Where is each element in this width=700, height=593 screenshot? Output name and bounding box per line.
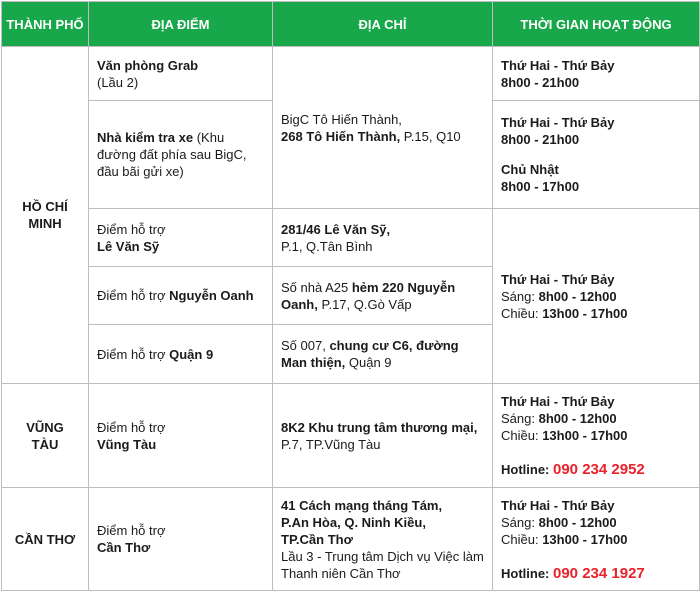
address-bigc <box>273 47 493 209</box>
hours-morning: 8h00 - 12h00 <box>538 288 617 304</box>
address-street: chung cư C6, đường Man thiện, <box>281 338 459 370</box>
hotline-label: Hotline: <box>501 565 553 581</box>
header-location: ĐỊA ĐIỂM <box>89 2 273 47</box>
address-quan-9 <box>273 325 493 384</box>
city-label: VŨNG TÀU <box>26 419 64 452</box>
location-grab-office <box>89 47 273 101</box>
hours-inspection <box>493 101 700 209</box>
hours-time: 8h00 - 21h00 <box>501 132 580 147</box>
hours-sunday: Chủ Nhật <box>501 162 559 177</box>
address-pre: Số nhà A25 <box>281 279 352 295</box>
hours-afternoon-label: Chiều: <box>501 305 543 321</box>
header-hours: THỜI GIAN HOẠT ĐỘNG <box>493 2 700 47</box>
location-name: Lê Văn Sỹ <box>97 238 160 254</box>
location-inspection <box>89 101 273 209</box>
address-street: 281/46 Lê Văn Sỹ, <box>281 221 391 237</box>
hours-morning-label: Sáng: <box>501 514 539 530</box>
locations-table <box>1 1 700 591</box>
hours-days: Thứ Hai - Thứ Bảy <box>501 57 615 73</box>
location-le-van-sy <box>89 209 273 267</box>
location-prefix: Điểm hỗ trợ <box>97 221 166 237</box>
address-rest: P.17, Q.Gò Vấp <box>317 296 412 312</box>
hours-grab-office <box>493 47 700 101</box>
address-rest: P.7, TP.Vũng Tàu <box>281 436 381 452</box>
address-le-van-sy <box>273 209 493 267</box>
address-rest: P.1, Q.Tân Bình <box>281 238 373 254</box>
header-address: ĐỊA CHỈ <box>273 2 493 47</box>
location-note: (Khu đường đất phía sau BigC, đầu bãi gửi xe) <box>97 130 247 179</box>
address-pre: Số 007, <box>281 338 330 353</box>
hours-vung-tau <box>493 384 700 488</box>
address-street: 268 Tô Hiến Thành, <box>281 128 401 144</box>
table-row <box>2 488 700 591</box>
hours-days: Thứ Hai - Thứ Bảy <box>501 115 615 130</box>
hotline-label: Hotline: <box>501 462 553 477</box>
hours-morning: 8h00 - 12h00 <box>538 514 617 530</box>
location-name: Cần Thơ <box>97 540 151 555</box>
address-rest: Quận 9 <box>345 355 392 370</box>
table-row <box>2 47 700 101</box>
hotline-number[interactable]: 090 234 1927 <box>553 564 645 582</box>
hours-morning-label: Sáng: <box>501 288 539 304</box>
hours-sunday-time: 8h00 - 17h00 <box>501 179 580 194</box>
table-row <box>2 209 700 267</box>
hours-afternoon: 13h00 - 17h00 <box>542 531 628 547</box>
city-label: HỒ CHÍ MINH <box>22 199 68 231</box>
hours-days: Thứ Hai - Thứ Bảy <box>501 497 615 513</box>
hours-afternoon: 13h00 - 17h00 <box>542 428 628 443</box>
location-prefix: Điểm hỗ trợ <box>97 288 170 303</box>
address-street: hẻm 220 Nguyễn Oanh, <box>281 279 456 312</box>
header-city: THÀNH PHỐ <box>2 2 89 47</box>
location-name: Nhà kiểm tra xe <box>97 130 194 145</box>
location-can-tho <box>89 488 273 591</box>
location-note: (Lầu 2) <box>97 74 139 90</box>
hours-can-tho <box>493 488 700 591</box>
address-street: 41 Cách mạng tháng Tám, P.An Hòa, Q. Ninh Kiều, TP.Cần Thơ <box>281 497 443 547</box>
header-row <box>2 2 700 47</box>
location-prefix: Điểm hỗ trợ <box>97 523 166 538</box>
city-vung-tau <box>2 384 89 488</box>
hours-afternoon-label: Chiều: <box>501 531 543 547</box>
location-name: Nguyễn Oanh <box>169 288 254 303</box>
location-prefix: Điểm hỗ trợ <box>97 419 166 435</box>
location-name: Vũng Tàu <box>97 436 157 452</box>
city-label: CẦN THƠ <box>14 531 76 547</box>
address-vung-tau <box>273 384 493 488</box>
location-vung-tau <box>89 384 273 488</box>
hours-time: 8h00 - 21h00 <box>501 74 580 90</box>
hotline-number[interactable]: 090 234 2952 <box>553 461 645 478</box>
location-name: Văn phòng Grab <box>97 57 199 73</box>
hours-afternoon: 13h00 - 17h00 <box>542 305 628 321</box>
hours-morning-label: Sáng: <box>501 411 539 426</box>
table-row <box>2 384 700 488</box>
location-nguyen-oanh <box>89 267 273 325</box>
address-nguyen-oanh <box>273 267 493 325</box>
address-can-tho <box>273 488 493 591</box>
location-quan-9 <box>89 325 273 384</box>
address-rest: P.15, Q10 <box>400 128 461 144</box>
hours-days: Thứ Hai - Thứ Bảy <box>501 271 615 287</box>
hours-morning: 8h00 - 12h00 <box>538 411 617 426</box>
location-prefix: Điểm hỗ trợ <box>97 346 170 362</box>
hours-afternoon-label: Chiều: <box>501 428 543 443</box>
address-line: BigC Tô Hiến Thành, <box>281 111 402 127</box>
hours-days: Thứ Hai - Thứ Bảy <box>501 394 615 409</box>
hours-support-hcm <box>493 209 700 384</box>
address-rest: Lầu 3 - Trung tâm Dịch vụ Việc làm Thanh niên Cần Thơ <box>281 548 484 581</box>
city-hcm <box>2 47 89 384</box>
address-street: 8K2 Khu trung tâm thương mại, <box>281 419 478 435</box>
location-name: Quận 9 <box>169 346 214 362</box>
city-can-tho <box>2 488 89 591</box>
